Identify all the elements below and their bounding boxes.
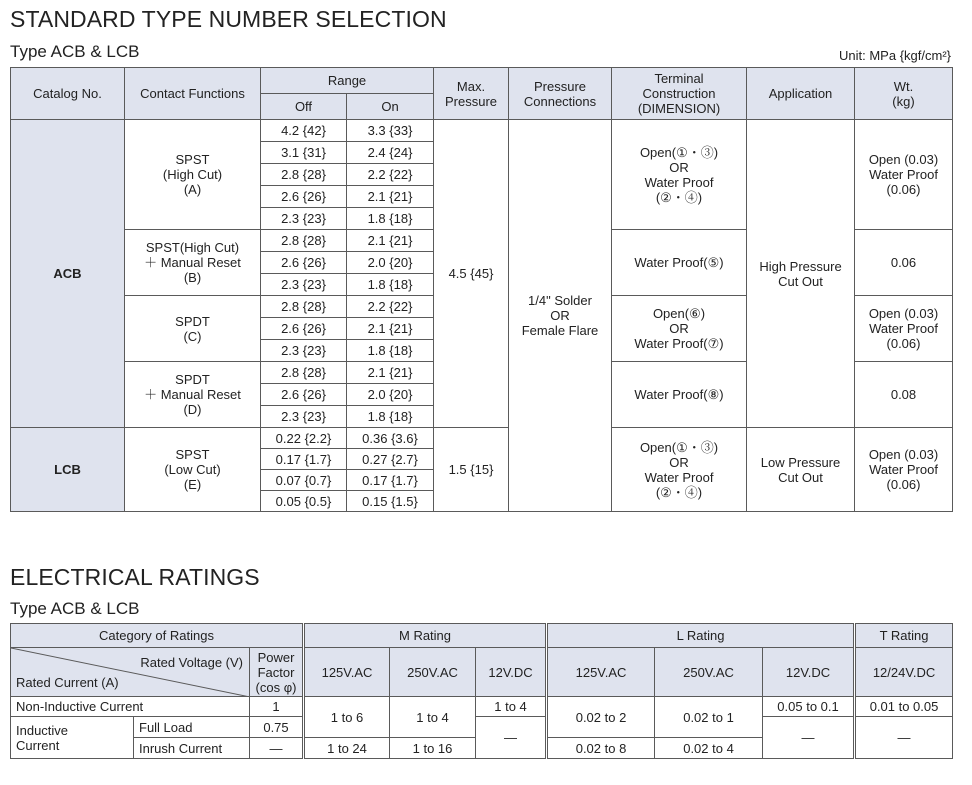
category-header: Category of Ratings xyxy=(11,624,304,648)
terminal-acb-c: Open(⑥) OR Water Proof(⑦) xyxy=(612,296,747,362)
terminal-lcb: Open(①・③) OR Water Proof (②・④) xyxy=(612,428,747,512)
header-terminal: Terminal Construction (DIMENSION) xyxy=(612,68,747,120)
contact-acb-c: SPDT (C) xyxy=(125,296,261,362)
range-off: 2.8 {28} xyxy=(261,362,347,384)
l-250vac-inrush: 0.02 to 4 xyxy=(655,738,763,759)
t-non-inductive: 0.01 to 0.05 xyxy=(855,697,953,717)
range-off: 2.8 {28} xyxy=(261,296,347,318)
weight-acb-b: 0.06 xyxy=(855,230,953,296)
standard-type-table xyxy=(10,67,953,512)
range-off: 2.3 {23} xyxy=(261,208,347,230)
l-rating-header: L Rating xyxy=(547,624,855,648)
catalog-lcb: LCB xyxy=(11,428,125,512)
header-max-pressure: Max. Pressure xyxy=(434,68,509,120)
m-125vac-header: 125V.AC xyxy=(304,648,390,697)
range-off: 2.3 {23} xyxy=(261,406,347,428)
weight-acb-a: Open (0.03) Water Proof (0.06) xyxy=(855,120,953,230)
electrical-ratings-table xyxy=(10,623,953,759)
terminal-acb-b: Water Proof(⑤) xyxy=(612,230,747,296)
application-lcb: Low Pressure Cut Out xyxy=(747,428,855,512)
l-12vdc-non-inductive: 0.05 to 0.1 xyxy=(763,697,855,717)
range-off: 2.3 {23} xyxy=(261,340,347,362)
header-application: Application xyxy=(747,68,855,120)
rated-current-label: Rated Current (A) xyxy=(16,675,119,690)
range-on: 0.15 {1.5} xyxy=(347,491,434,512)
inrush-pf: — xyxy=(250,738,304,759)
m-250vac-shared: 1 to 4 xyxy=(390,697,476,738)
contact-lcb-e: SPST (Low Cut) (E) xyxy=(125,428,261,512)
header-off: Off xyxy=(261,94,347,120)
electrical-ratings-subtitle: Type ACB & LCB xyxy=(10,599,140,618)
l-12vdc-header: 12V.DC xyxy=(763,648,855,697)
range-on: 2.4 {24} xyxy=(347,142,434,164)
range-on: 0.36 {3.6} xyxy=(347,428,434,449)
range-on: 3.3 {33} xyxy=(347,120,434,142)
range-on: 2.1 {21} xyxy=(347,362,434,384)
range-off: 2.6 {26} xyxy=(261,318,347,340)
contact-acb-a: SPST (High Cut) (A) xyxy=(125,120,261,230)
m-12vdc-non-inductive: 1 to 4 xyxy=(476,697,547,717)
range-off: 4.2 {42} xyxy=(261,120,347,142)
m-125vac-inrush: 1 to 24 xyxy=(304,738,390,759)
m-125vac-shared: 1 to 6 xyxy=(304,697,390,738)
m-12vdc-dash: — xyxy=(476,717,547,759)
non-inductive-label: Non-Inductive Current xyxy=(11,697,250,717)
electrical-ratings-title: ELECTRICAL RATINGS xyxy=(10,564,260,590)
power-factor-header: Power Factor (cos φ) xyxy=(250,648,304,697)
range-on: 2.2 {22} xyxy=(347,164,434,186)
contact-acb-d: SPDT ＋ Manual Reset (D) xyxy=(125,362,261,428)
range-off: 2.6 {26} xyxy=(261,186,347,208)
m-250vac-inrush: 1 to 16 xyxy=(390,738,476,759)
range-off: 3.1 {31} xyxy=(261,142,347,164)
range-off: 2.6 {26} xyxy=(261,252,347,274)
l-250vac-header: 250V.AC xyxy=(655,648,763,697)
range-off: 0.05 {0.5} xyxy=(261,491,347,512)
range-off: 0.22 {2.2} xyxy=(261,428,347,449)
t-rating-header: T Rating xyxy=(855,624,953,648)
contact-acb-b: SPST(High Cut) ＋ Manual Reset (B) xyxy=(125,230,261,296)
range-on: 2.1 {21} xyxy=(347,230,434,252)
full-load-label: Full Load xyxy=(134,717,250,738)
catalog-acb: ACB xyxy=(11,120,125,428)
range-off: 2.3 {23} xyxy=(261,274,347,296)
pressure-connections: 1/4" Solder OR Female Flare xyxy=(509,120,612,512)
application-acb: High Pressure Cut Out xyxy=(747,120,855,428)
m-rating-header: M Rating xyxy=(304,624,547,648)
weight-acb-c: Open (0.03) Water Proof (0.06) xyxy=(855,296,953,362)
range-on: 1.8 {18} xyxy=(347,406,434,428)
inrush-current-label: Inrush Current xyxy=(134,738,250,759)
standard-type-subtitle: Type ACB & LCB xyxy=(10,42,140,61)
range-on: 2.1 {21} xyxy=(347,186,434,208)
l-250vac-shared: 0.02 to 1 xyxy=(655,697,763,738)
header-range: Range xyxy=(261,68,434,94)
range-off: 0.17 {1.7} xyxy=(261,449,347,470)
range-on: 1.8 {18} xyxy=(347,208,434,230)
header-weight: Wt. (kg) xyxy=(855,68,953,120)
header-connections: Pressure Connections xyxy=(509,68,612,120)
range-off: 0.07 {0.7} xyxy=(261,470,347,491)
range-on: 0.17 {1.7} xyxy=(347,470,434,491)
l-125vac-header: 125V.AC xyxy=(547,648,655,697)
max-pressure-lcb: 1.5 {15} xyxy=(434,428,509,512)
inductive-current-label: Inductive Current xyxy=(11,717,134,759)
range-on: 1.8 {18} xyxy=(347,274,434,296)
standard-type-title: STANDARD TYPE NUMBER SELECTION xyxy=(10,6,447,32)
range-off: 2.8 {28} xyxy=(261,164,347,186)
m-12vdc-header: 12V.DC xyxy=(476,648,547,697)
range-on: 2.0 {20} xyxy=(347,384,434,406)
l-12vdc-dash: — xyxy=(763,717,855,759)
range-off: 2.8 {28} xyxy=(261,230,347,252)
l-125vac-inrush: 0.02 to 8 xyxy=(547,738,655,759)
weight-acb-d: 0.08 xyxy=(855,362,953,428)
range-off: 2.6 {26} xyxy=(261,384,347,406)
t-dash: — xyxy=(855,717,953,759)
range-on: 1.8 {18} xyxy=(347,340,434,362)
unit-label: Unit: MPa {kgf/cm²} xyxy=(839,48,951,63)
header-catalog: Catalog No. xyxy=(11,68,125,120)
header-on: On xyxy=(347,94,434,120)
range-on: 2.2 {22} xyxy=(347,296,434,318)
t-12-24vdc-header: 12/24V.DC xyxy=(855,648,953,697)
range-on: 2.1 {21} xyxy=(347,318,434,340)
full-load-pf: 0.75 xyxy=(250,717,304,738)
non-inductive-pf: 1 xyxy=(250,697,304,717)
terminal-acb-d: Water Proof(⑧) xyxy=(612,362,747,428)
header-contact: Contact Functions xyxy=(125,68,261,120)
rated-voltage-label: Rated Voltage (V) xyxy=(140,655,243,670)
range-on: 2.0 {20} xyxy=(347,252,434,274)
max-pressure-acb: 4.5 {45} xyxy=(434,120,509,428)
m-250vac-header: 250V.AC xyxy=(390,648,476,697)
terminal-acb-a: Open(①・③) OR Water Proof (②・④) xyxy=(612,120,747,230)
weight-lcb: Open (0.03) Water Proof (0.06) xyxy=(855,428,953,512)
range-on: 0.27 {2.7} xyxy=(347,449,434,470)
voltage-current-header xyxy=(11,648,250,697)
l-125vac-shared: 0.02 to 2 xyxy=(547,697,655,738)
